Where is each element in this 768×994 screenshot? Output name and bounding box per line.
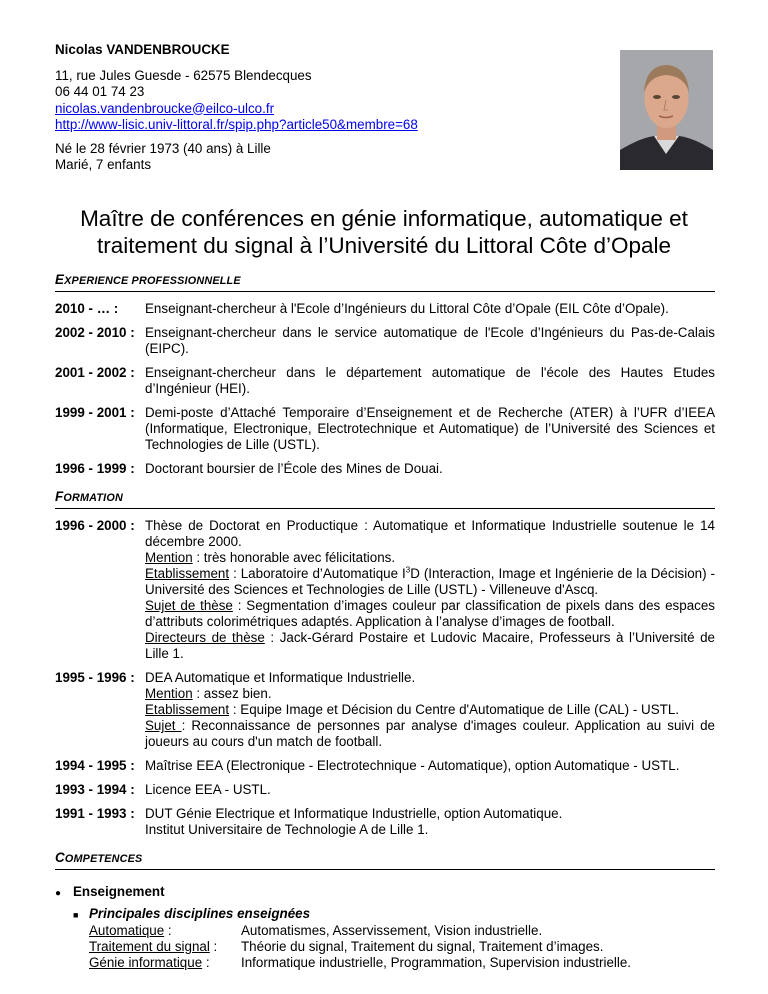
bullet-icon: ● xyxy=(55,888,62,899)
person-name: Nicolas VANDENBROUCKE xyxy=(55,42,230,57)
discipline-row: Automatique : Automatismes, Asservissement, Vision industrielle. xyxy=(89,923,543,938)
experience-entry: 2002 - 2010 : Enseignant-chercheur dans le service automatique de l'Ecole d’Ingénieurs du Pas-de-Calais (EIPC). xyxy=(55,325,715,356)
square-bullet-icon: ■ xyxy=(73,910,79,920)
profile-photo xyxy=(620,50,713,170)
formation-entry-dea: 1995 - 1996 : DEA Automatique et Informatique Industrielle. Mention : assez bien. Etablissement : Equipe Image et Décision du Centre d'Automatique de Lille (CAL) - USTL. Sujet : Reconnaissance de personnes par analyse d'images couleur. Application au suivi de joueurs au cours d'un match de football. xyxy=(55,670,715,749)
contact-block xyxy=(55,42,515,174)
section-heading-experience: EXPERIENCE PROFESSIONNELLE xyxy=(55,272,715,292)
competence-subsection: ■ Principales disciplines enseignées Automatique : Automatismes, Asservissement, Vision industrielle. Traitement du signal : Théorie du signal, Traitement du signal, Traitement d’images. Génie informatique : Informatique industrielle, Programmation, Supervision industrielle. xyxy=(73,906,715,971)
competence-bullet: ● Enseignement xyxy=(55,884,715,902)
phone: 06 44 01 74 23 xyxy=(55,84,145,99)
cv-title: Maître de conférences en génie informatique, automatique et traitement du signal à l’Université du Littoral Côte d’Opale xyxy=(80,206,688,258)
formation-entry: 1993 - 1994 : Licence EEA - USTL. xyxy=(55,782,271,797)
portrait-image xyxy=(620,50,713,170)
experience-entry: 1999 - 2001 : Demi-poste d’Attaché Temporaire d’Enseignement et de Recherche (ATER) à l’UFR d’IEEA (Informatique, Electronique, Electrotechnique et Automatique) de l’Université des Sciences et Technologies de Lille (USTL). xyxy=(55,405,715,452)
section-heading-formation: FORMATION xyxy=(55,489,715,509)
experience-entry: 2001 - 2002 : Enseignant-chercheur dans le département automatique de l'école des Hautes Etudes d’Ingénieur (HEI). xyxy=(55,365,715,396)
birth-info: Né le 28 février 1973 (40 ans) à Lille xyxy=(55,140,271,156)
family-info: Marié, 7 enfants xyxy=(55,157,152,172)
experience-entry: 2010 - … : Enseignant-chercheur à l'Ecole d’Ingénieurs du Littoral Côte d’Opale (EIL Côte d’Opale). xyxy=(55,301,669,316)
experience-entry: 1996 - 1999 : Doctorant boursier de l’École des Mines de Douai. xyxy=(55,461,443,476)
formation-entry: 1994 - 1995 : Maîtrise EEA (Electronique - Electrotechnique - Automatique), option Automatique - USTL. xyxy=(55,758,680,773)
address: 11, rue Jules Guesde - 62575 Blendecques xyxy=(55,67,312,83)
discipline-row: Génie informatique : Informatique industrielle, Programmation, Supervision industrielle. xyxy=(89,955,632,970)
cv-content xyxy=(55,272,715,971)
website-link[interactable]: http://www-lisic.univ-littoral.fr/spip.php?article50&membre=68 xyxy=(55,117,418,132)
discipline-list xyxy=(89,923,715,971)
formation-entry-dut: 1991 - 1993 : DUT Génie Electrique et Informatique Industrielle, option Automatique. Institut Universitaire de Technologie A de Lille 1. xyxy=(55,806,563,837)
email-link[interactable]: nicolas.vandenbroucke@eilco-ulco.fr xyxy=(55,100,275,116)
discipline-row: Traitement du signal : Théorie du signal, Traitement du signal, Traitement d’images. xyxy=(89,939,604,954)
formation-entry-these: 1996 - 2000 : Thèse de Doctorat en Productique : Automatique et Informatique Industrielle soutenue le 14 décembre 2000. Mention : très honorable avec félicitations. Etablissement : Laboratoire d’Automatique $I^3D$ (Interaction, Image et Ingénierie de la Décision) - Université des Sciences et Technologies de Lille (USTL) - Villeneuve d'Ascq. Sujet de thèse : Segmentation d’images couleur par classification de pixels dans des espaces d’attributs colorimétriques adaptés. Application à l’analyse d’images de football. Directeurs de thèse : Jack-Gérard Postaire et Ludovic Macaire, Professeurs à l’Université de Lille 1. xyxy=(55,518,716,661)
experience-list xyxy=(55,301,715,477)
section-heading-competences: COMPETENCES xyxy=(55,850,715,870)
